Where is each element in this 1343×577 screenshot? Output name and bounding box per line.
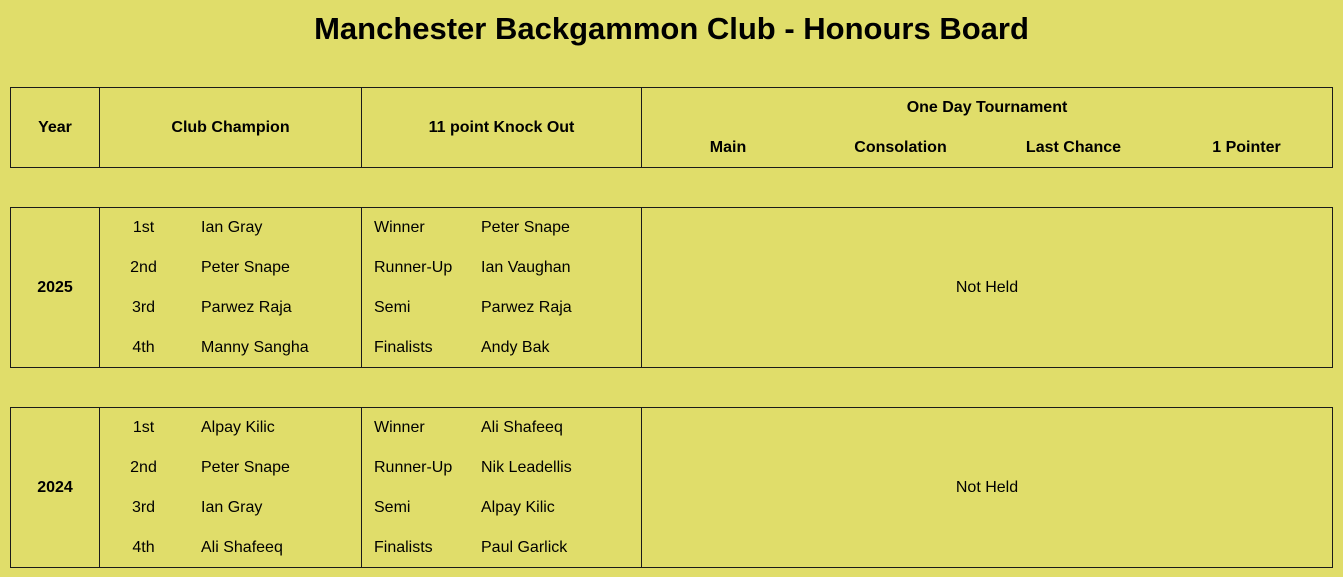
header-one-day-tournament: One Day Tournament bbox=[906, 99, 1068, 116]
knockout-name: Peter Snape bbox=[481, 219, 570, 236]
header-club-champion: Club Champion bbox=[171, 119, 290, 136]
champion-name: Parwez Raja bbox=[201, 299, 292, 316]
champion-place: 3rd bbox=[131, 299, 156, 316]
champion-place: 2nd bbox=[130, 459, 157, 476]
champion-name: Manny Sangha bbox=[201, 339, 309, 356]
page-title: Manchester Backgammon Club - Honours Board bbox=[314, 11, 1029, 46]
champion-place: 1st bbox=[132, 419, 155, 436]
header-consolation: Consolation bbox=[854, 139, 947, 156]
header-main: Main bbox=[709, 139, 747, 156]
champion-name: Ian Gray bbox=[201, 499, 263, 516]
knockout-role: Finalists bbox=[374, 339, 433, 356]
champion-name: Ian Gray bbox=[201, 219, 263, 236]
knockout-role: Finalists bbox=[374, 539, 433, 556]
champion-place: 3rd bbox=[131, 499, 156, 516]
champion-name: Ali Shafeeq bbox=[201, 539, 283, 556]
header-knockout: 11 point Knock Out bbox=[428, 119, 575, 136]
champion-name: Peter Snape bbox=[201, 459, 290, 476]
knockout-role: Runner-Up bbox=[374, 459, 453, 476]
header-1-pointer: 1 Pointer bbox=[1212, 139, 1281, 156]
knockout-name: Alpay Kilic bbox=[481, 499, 555, 516]
champion-place: 2nd bbox=[130, 259, 157, 276]
knockout-name: Nik Leadellis bbox=[481, 459, 572, 476]
year-section bbox=[10, 407, 1333, 568]
knockout-name: Paul Garlick bbox=[481, 539, 568, 556]
knockout-name: Andy Bak bbox=[481, 339, 550, 356]
knockout-name: Ali Shafeeq bbox=[481, 419, 563, 436]
knockout-role: Semi bbox=[374, 299, 411, 316]
champion-name: Alpay Kilic bbox=[201, 419, 275, 436]
column-divider bbox=[99, 208, 100, 367]
one-day-status: Not Held bbox=[955, 279, 1019, 296]
column-divider bbox=[361, 208, 362, 367]
one-day-status: Not Held bbox=[955, 479, 1019, 496]
column-divider bbox=[99, 408, 100, 567]
champion-place: 1st bbox=[132, 219, 155, 236]
table-header bbox=[10, 87, 1333, 168]
knockout-name: Parwez Raja bbox=[481, 299, 572, 316]
year-label: 2025 bbox=[37, 279, 73, 296]
header-last-chance: Last Chance bbox=[1025, 139, 1122, 156]
header-year: Year bbox=[38, 119, 72, 136]
knockout-role: Winner bbox=[374, 219, 425, 236]
champion-place: 4th bbox=[132, 339, 155, 356]
year-section bbox=[10, 207, 1333, 368]
knockout-role: Semi bbox=[374, 499, 411, 516]
year-label: 2024 bbox=[37, 479, 73, 496]
column-divider bbox=[361, 408, 362, 567]
knockout-role: Runner-Up bbox=[374, 259, 453, 276]
knockout-role: Winner bbox=[374, 419, 425, 436]
knockout-name: Ian Vaughan bbox=[481, 259, 571, 276]
champion-place: 4th bbox=[132, 539, 155, 556]
champion-name: Peter Snape bbox=[201, 259, 290, 276]
